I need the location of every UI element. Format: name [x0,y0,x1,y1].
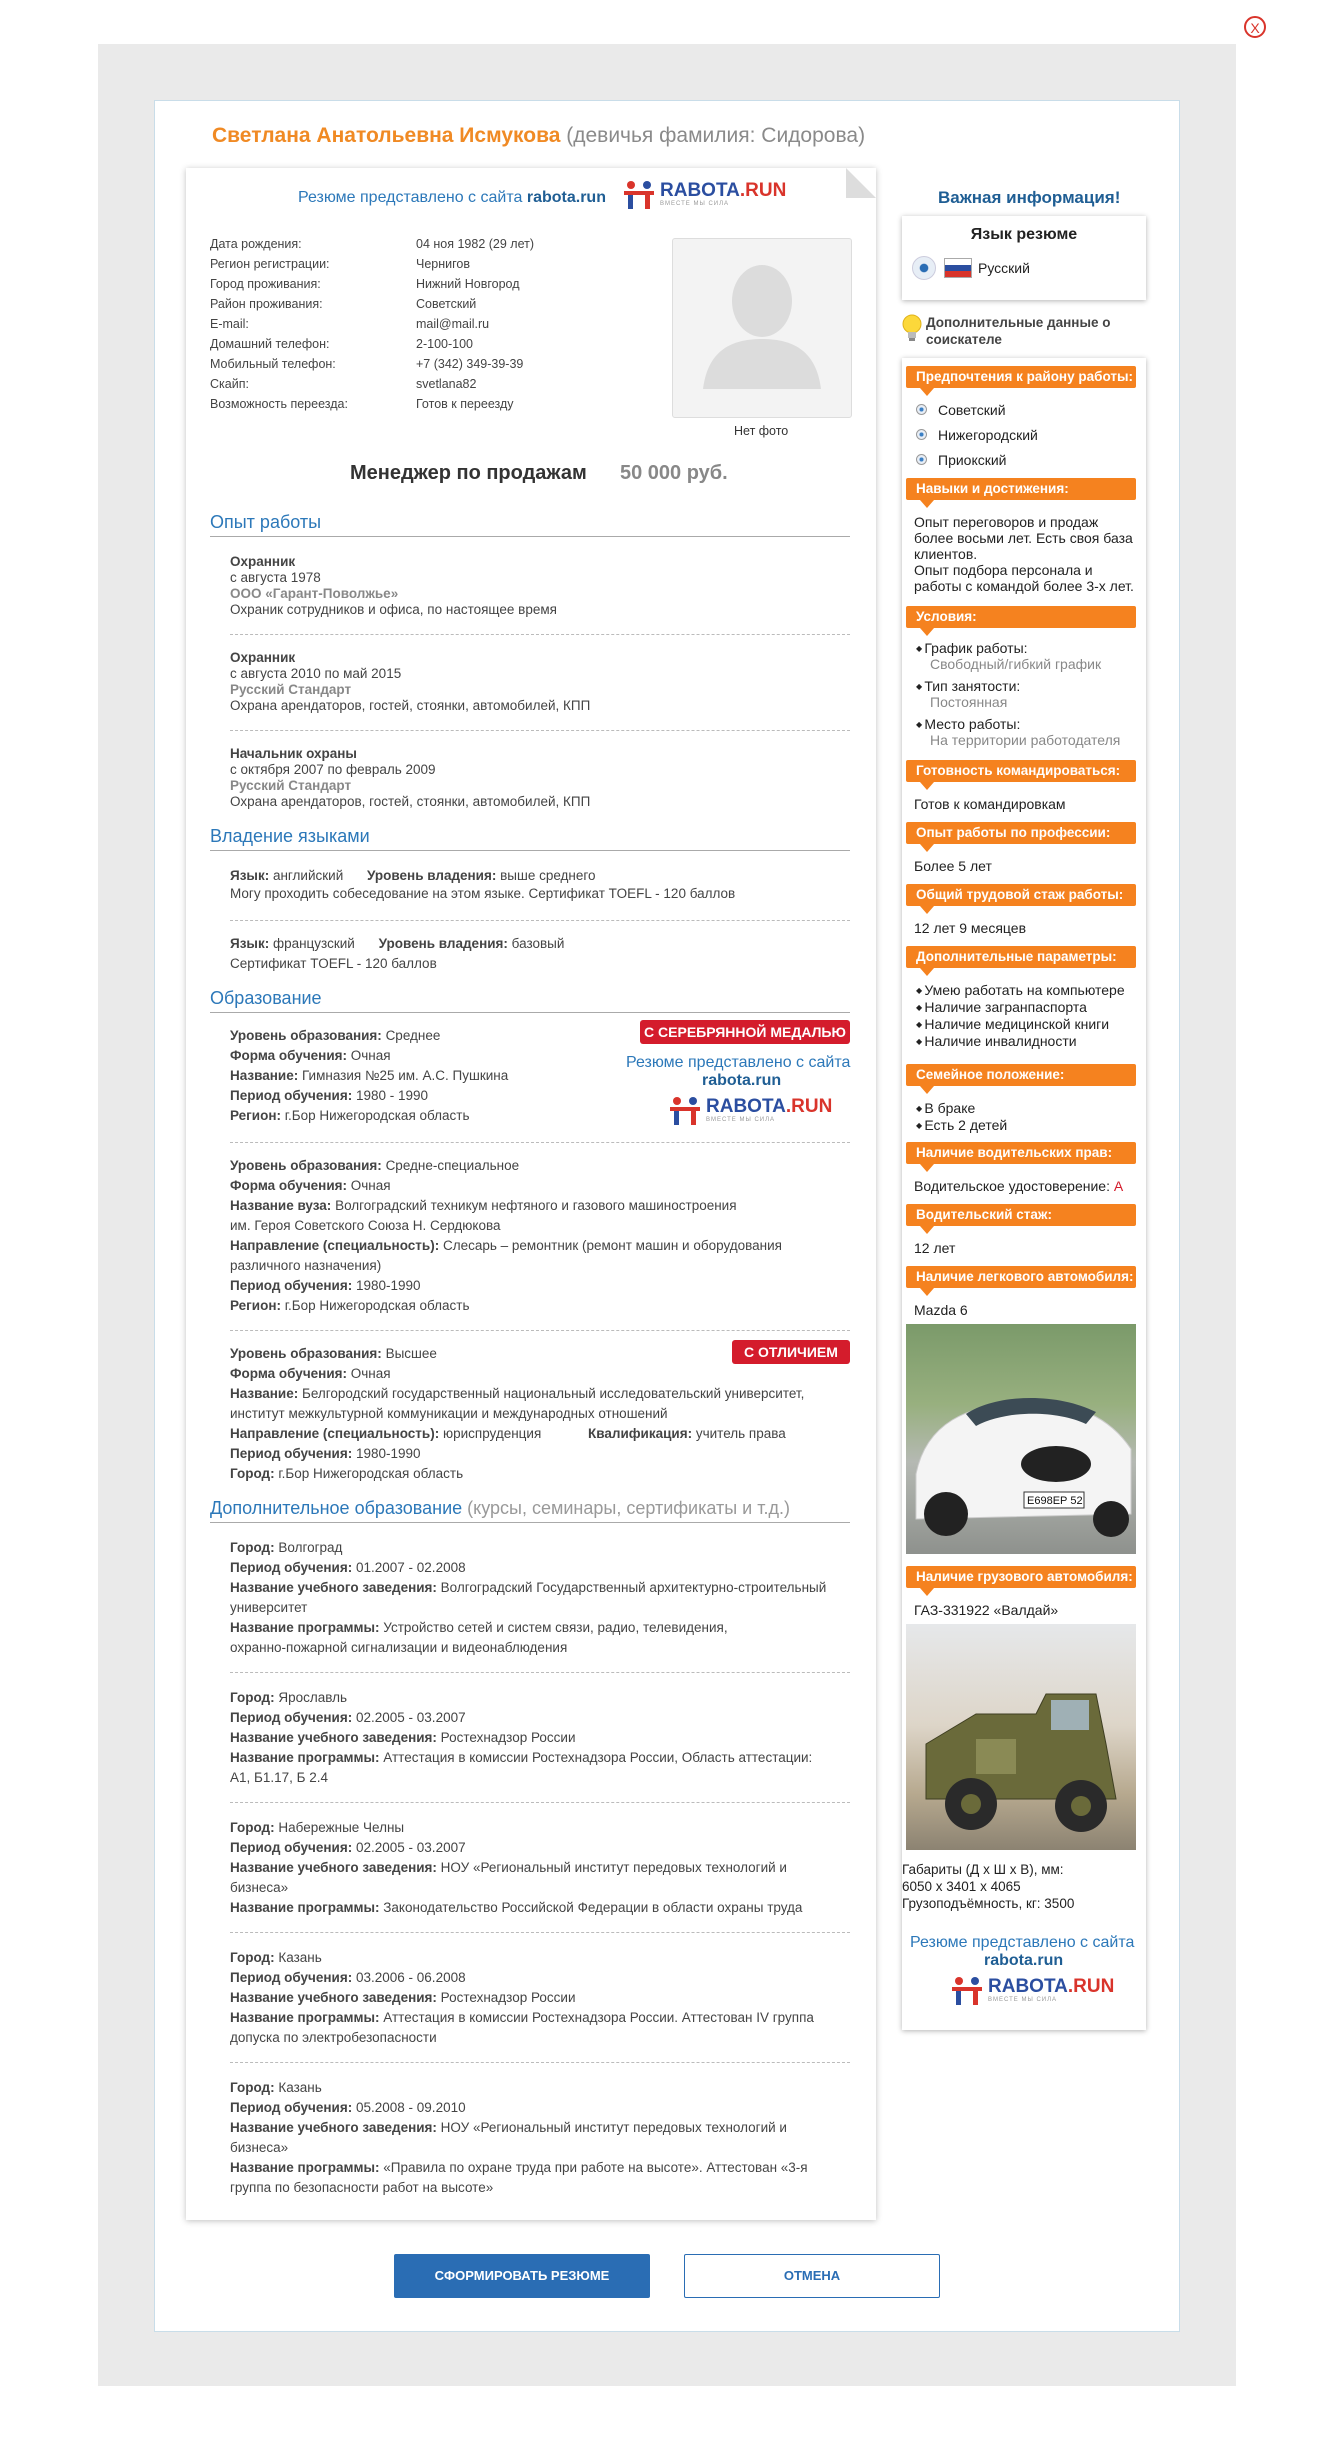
edu-level: Среднее [385,1028,441,1043]
rabota-logo-edu: RABOTA.RUN ВМЕСТЕ МЫ СИЛА [668,1096,832,1126]
truck-tag: Наличие грузового автомобиля: [906,1566,1136,1588]
maiden-name: (девичья фамилия: Сидорова) [566,124,866,147]
position-salary: 50 000 руб. [620,462,728,484]
rabota-logo-icon [622,180,656,210]
edu-level: Средне-специальное [385,1158,520,1173]
section-title-experience: Опыт работы [210,512,322,532]
item-divider [230,1932,850,1933]
item-divider [230,1672,850,1673]
edu-city: г.Бор Нижегородская область [278,1466,464,1481]
info-value-email: mail@mail.ru [416,317,490,331]
photo-placeholder [672,238,852,418]
job-description: Охраник сотрудников и офиса, по настоящее время [230,602,557,617]
job-role: Охранник [230,650,296,665]
job-period: с августа 1978 [230,570,321,585]
source-site-link[interactable]: rabota.run [984,1952,1064,1969]
info-value-relocation: Готов к переезду [416,397,514,411]
source-line-edu: Резюме представлено с сайта [626,1054,851,1071]
item-divider [230,920,850,921]
edu-form: Очная [350,1366,391,1381]
job-description: Охрана арендаторов, гостей, стоянки, автомобилей, КПП [230,698,591,713]
edu-direction-cont: различного назначения) [230,1258,382,1273]
info-value-birthdate: 04 ноя 1982 (29 лет) [416,237,535,251]
info-label-birthdate: Дата рождения: [210,237,302,251]
prof-experience-tag: Опыт работы по профессии: [906,822,1136,844]
info-label-skype: Скайп: [210,377,249,391]
car-plate-text: Е698ЕР 52 [1027,1495,1083,1507]
edu-period: 1980-1990 [356,1446,421,1461]
section-divider [210,1012,850,1013]
edu-direction: Слесарь – ремонтник (ремонт машин и оборудования [442,1238,782,1253]
applicant-name-heading [212,124,865,148]
info-label-email: E-mail: [210,317,249,331]
info-label-district: Район проживания: [210,297,323,311]
info-value-district: Советский [416,297,477,311]
logo-text-accent: .RUN [739,180,787,201]
language-note: Могу проходить собеседование на этом языке. Сертификат TOEFL - 120 баллов [230,886,736,901]
close-button[interactable]: X [1244,16,1266,38]
info-label-mobile: Мобильный телефон: [210,357,336,371]
total-experience-tag: Общий трудовой стаж работы: [906,884,1136,906]
info-label-region: Регион регистрации: [210,257,330,271]
district-label: Приокский [938,452,1007,468]
honors-badge: С ОТЛИЧИЕМ [732,1340,850,1364]
district-label: Советский [938,402,1006,418]
license-tag: Наличие водительских прав: [906,1142,1136,1164]
info-value-city: Нижний Новгород [416,277,520,291]
edu-period: 1980 - 1990 [356,1088,429,1103]
item-divider [230,1330,850,1331]
travel-tag: Готовность командироваться: [906,760,1136,782]
district-label: Нижегородский [938,427,1038,443]
district-radio[interactable] [916,429,927,440]
section-title-additional-education: Дополнительное образование (курсы, семинары, сертификаты и т.д.) [210,1498,790,1518]
job-role: Охранник [230,554,296,569]
logo-tagline: ВМЕСТЕ МЫ СИЛА [660,201,730,207]
paper-fold-corner [846,168,876,198]
section-divider [210,536,850,537]
family-tag: Семейное положение: [906,1064,1136,1086]
job-period: с августа 2010 по май 2015 [230,666,402,681]
resume-language-title: Язык резюме [970,226,1078,243]
section-title-education: Образование [210,988,322,1008]
skills-tag: Навыки и достижения: [906,478,1136,500]
silver-medal-badge: С СЕРЕБРЯННОЙ МЕДАЛЬЮ [640,1020,850,1044]
lightbulb-icon [902,314,922,342]
resume-language-box [902,216,1146,300]
sidebar-title: Важная информация! [938,188,1121,207]
truck-photo [906,1624,1136,1850]
params-tag: Дополнительные параметры: [906,946,1136,968]
edu-name: Волгоградский техникум нефтяного и газового машиностроения [335,1198,737,1213]
applicant-name: Светлана Анатольевна Исмукова [212,124,561,147]
info-label-city: Город проживания: [210,277,321,291]
language-option-label: Русский [978,260,1030,276]
district-pref-tag: Предпочтения к району работы: [906,366,1136,388]
edu-form: Очная [350,1048,391,1063]
russian-flag-icon [944,258,972,278]
edu-level: Высшее [385,1346,437,1361]
language-row: Язык: английский Уровень владения: выше среднего [230,868,596,883]
job-company: Русский Стандарт [230,682,352,697]
car-photo [906,1324,1136,1554]
info-label-home-phone: Домашний телефон: [210,337,330,351]
source-line-sidebar: Резюме представлено с сайта [910,1934,1135,1951]
section-divider [210,1522,850,1523]
info-value-region: Чернигов [416,257,470,271]
source-site-link[interactable]: rabota.run [526,189,606,206]
section-title-languages: Владение языками [210,826,370,846]
source-site-link[interactable]: rabota.run [702,1072,782,1089]
source-line-top [298,189,606,207]
job-company: Русский Стандарт [230,778,352,793]
district-radio[interactable] [916,404,927,415]
info-value-mobile: +7 (342) 349-39-39 [416,357,524,371]
language-radio[interactable] [912,256,936,280]
rabota-logo-icon [668,1096,702,1126]
info-value-skype: svetlana82 [416,377,477,391]
rabota-logo-top [622,180,786,210]
item-divider [230,1802,850,1803]
car-tag: Наличие легкового автомобиля: [906,1266,1136,1288]
section-divider [210,850,850,851]
edu-name: Белгородский государственный национальный исследовательский университет, [301,1386,805,1401]
rabota-logo-icon [950,1976,984,2006]
position-title: Менеджер по продажам [350,462,587,484]
edu-region: г.Бор Нижегородская область [284,1108,470,1123]
edu-form: Очная [350,1178,391,1193]
edu-qualification: учитель права [695,1426,786,1441]
info-value-home-phone: 2-100-100 [416,337,473,351]
avatar-silhouette-icon [673,239,851,417]
language-note: Сертификат TOEFL - 120 баллов [230,956,437,971]
edu-period: 1980-1990 [356,1278,421,1293]
job-period: с октября 2007 по февраль 2009 [230,762,436,777]
item-divider [230,634,850,635]
info-label-relocation: Возможность переезда: [210,397,348,411]
cancel-button[interactable]: ОТМЕНА [684,2254,940,2298]
edu-direction: юриспруденция [442,1426,542,1441]
item-divider [230,1142,850,1143]
logo-text: RABOTA [660,180,740,201]
source-prefix: Резюме представлено с сайта [298,189,523,206]
job-role: Начальник охраны [230,746,357,761]
edu-name-cont: им. Героя Советского Союза Н. Сердюкова [230,1218,501,1233]
no-photo-label: Нет фото [734,424,789,438]
district-radio[interactable] [916,454,927,465]
edu-name: Гимназия №25 им. А.С. Пушкина [301,1068,509,1083]
rabota-logo-sidebar: RABOTA.RUN ВМЕСТЕ МЫ СИЛА [950,1976,1114,2006]
extra-data-title: Дополнительные данные о соискателе [926,315,1111,347]
job-company: ООО «Гарант-Поволжье» [230,586,399,601]
job-description: Охрана арендаторов, гостей, стоянки, автомобилей, КПП [230,794,591,809]
generate-resume-button[interactable]: СФОРМИРОВАТЬ РЕЗЮМЕ [394,2254,650,2298]
conditions-tag: Условия: [906,606,1136,628]
edu-name-cont: институт межкультурной коммуникации и международных отношений [230,1406,668,1421]
language-row: Язык: французский Уровень владения: базовый [230,936,565,951]
driving-experience-tag: Водительский стаж: [906,1204,1136,1226]
edu-region: г.Бор Нижегородская область [284,1298,470,1313]
item-divider [230,730,850,731]
item-divider [230,2062,850,2063]
